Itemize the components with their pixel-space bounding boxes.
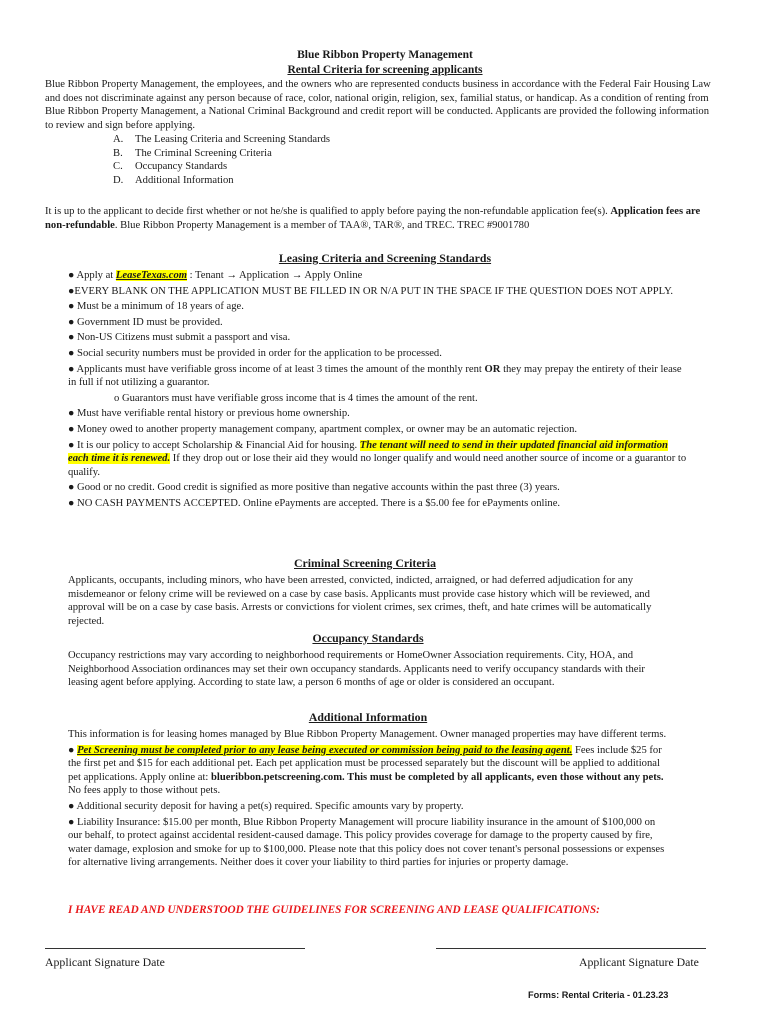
contents-item-b: B. The Criminal Screening Criteria [113, 147, 272, 159]
criminal-text: Applicants, occupants, including minors, who have been arrested, convicted, indicted, arraigned, or had deferred adjudication for any misdemeanor or felony crime will be reviewed on a case by case basis. Applicants must provide case history which will be reviewed, and approval will be on a case by case basis. Arrests or convictions for violent crimes, sex crimes, theft, and hate crimes will be automatically rejected. [68, 575, 652, 627]
leasing-heading: Leasing Criteria and Screening Standards [278, 251, 492, 265]
left-signature-line[interactable] [45, 948, 305, 949]
company-title: Blue Ribbon Property Management [297, 49, 473, 61]
criminal-heading: Criminal Screening Criteria [294, 556, 436, 570]
pet-screening-item: ● Pet Screening must be completed prior to any lease being executed or commission being paid to the leasing agent. Fees include $25 for the first pet and $15 for each additional pet. Each pet application must be processed separately but the discount will be applied to additional pet applications. Apply online at: blueribbon.petscreening.com. This must be completed by all applicants, even those without any pets. No fees apply to those without pets. [68, 744, 664, 797]
contents-item-d: D. Additional Information [113, 174, 234, 186]
fee-notice: It is up to the applicant to decide first whether or not he/she is qualified to apply before paying the non-refundable application fee(s). Application fees are non-refundable. Blue Ribbon Property Management is a member of TAA®, TAR®, and TREC. TREC #9001780 [45, 206, 701, 231]
additional-list [68, 728, 668, 870]
apply-online-item: ● Apply at LeaseTexas.com : Tenant → Application → Apply Online [68, 270, 363, 281]
occupancy-text: Occupancy restrictions may vary according to neighborhood requirements or HomeOwner Association requirements. City, HOA, and Neighborhood Association ordinances may set their own occupancy standards. Applicants need to verify occupancy standards with their leasing agent before applying. According to state law, a person 6 months of age or older is considered an occupant. [68, 650, 645, 689]
guarantor-item: o Guarantors must have verifiable gross income that is 4 times the amount of the rent. [114, 392, 478, 404]
lease-texas-link[interactable]: LeaseTexas.com [115, 270, 187, 281]
pet-deposit-item: ● Additional security deposit for having a pet(s) required. Specific amounts vary by property. [68, 800, 464, 812]
form-footer: Forms: Rental Criteria - 01.23.23 [528, 990, 669, 1000]
document-subtitle: Rental Criteria for screening applicants [287, 64, 483, 76]
ssn-item: ● Social security numbers must be provided in order for the application to be processed. [68, 347, 442, 359]
government-id-item: ● Government ID must be provided. [68, 316, 223, 328]
blank-rule-item: ●EVERY BLANK ON THE APPLICATION MUST BE FILLED IN OR N/A PUT IN THE SPACE IF THE QUESTION DOES NOT APPLY. [68, 285, 674, 297]
liability-insurance-item: ● Liability Insurance: $15.00 per month, Blue Ribbon Property Management will procure liability insurance in the amount of $100,000 on our behalf, to protect against accidental resident-caused damage. This policy provides coverage for damage to the property caused by fire, water damage, explosion and smoke for up to $100,000. Please note that this policy does not cover tenant's personal possessions or expenses for alternative living arrangements. Neither does it cover your liability to third parties for injuries or property damage. [68, 816, 665, 869]
right-signature-line[interactable] [436, 948, 706, 949]
money-owed-item: ● Money owed to another property management company, apartment complex, or owner may be an automatic rejection. [68, 423, 578, 435]
income-item: ● Applicants must have verifiable gross income of at least 3 times the amount of the monthly rent OR they may prepay the entirety of their lease in full if not utilizing a guarantor. [68, 363, 682, 389]
contents-list [113, 133, 513, 187]
right-signature-label: Applicant Signature Date [579, 955, 699, 969]
leasing-list [68, 269, 688, 511]
intro-paragraph: Blue Ribbon Property Management, the employees, and the owners who are represented conducts business in accordance with the Federal Fair Housing Law and does not discriminate against any person because of race, color, national origin, religion, sex, familial status, or handicap. As a condition of renting from Blue Ribbon Property Management, a National Criminal Background and credit report will be conducted. Applicants are provided the following information to review and sign before applying. [45, 79, 711, 131]
additional-heading: Additional Information [308, 710, 428, 724]
contents-item-c: C. Occupancy Standards [113, 161, 228, 173]
acknowledgement-statement: I HAVE READ AND UNDERSTOOD THE GUIDELINES FOR SCREENING AND LEASE QUALIFICATIONS: [68, 904, 600, 916]
rental-history-item: ● Must have verifiable rental history or previous home ownership. [68, 408, 350, 420]
credit-item: ● Good or no credit. Good credit is signified as more positive than negative accounts within the past three (3) years. [68, 482, 560, 494]
non-us-item: ● Non-US Citizens must submit a passport and visa. [68, 332, 291, 344]
contents-item-a: A. The Leasing Criteria and Screening Standards [113, 134, 331, 145]
financial-aid-item: ● It is our policy to accept Scholarship & Financial Aid for housing. The tenant will need to send in their updated financial aid information each time it is renewed. If they drop out or lose their aid they would no longer qualify and would need another source of income or a guarantor to qualify. [68, 439, 687, 478]
cash-item: ● NO CASH PAYMENTS ACCEPTED. Online ePayments are accepted. There is a $5.00 fee for ePayments online. [68, 497, 561, 509]
occupancy-heading: Occupancy Standards [312, 631, 424, 645]
age-item: ● Must be a minimum of 18 years of age. [68, 301, 244, 313]
additional-intro: This information is for leasing homes managed by Blue Ribbon Property Management. Owner managed properties may have different terms. [68, 729, 667, 740]
left-signature-label: Applicant Signature Date [45, 955, 165, 969]
